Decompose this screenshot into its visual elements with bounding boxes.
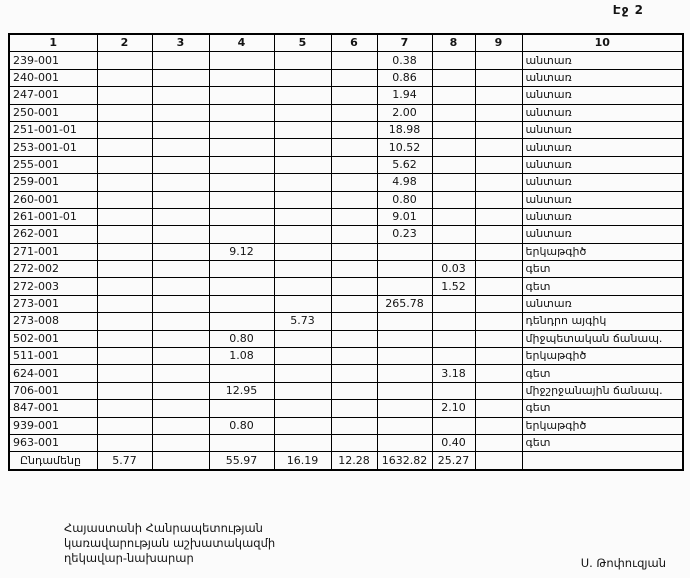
cell [432,348,475,365]
cell [432,87,475,104]
cell [331,208,377,225]
cell: 1.08 [209,348,274,365]
cell: 0.86 [377,69,432,86]
cell: 847-001 [9,400,97,417]
cell [331,434,377,451]
cell [475,348,522,365]
cell: 5.73 [274,313,331,330]
cell [475,208,522,225]
cell: 2.00 [377,104,432,121]
cell [475,156,522,173]
cell: 272-003 [9,278,97,295]
cell: 4.98 [377,174,432,191]
signature-name: Ս. Թոփուզյան [580,556,666,570]
cell [274,434,331,451]
cell [152,313,209,330]
cell [475,278,522,295]
cell [97,104,152,121]
cell [97,382,152,399]
cell [209,278,274,295]
column-header: 10 [522,34,683,52]
cell [274,261,331,278]
cell: 706-001 [9,382,97,399]
cell [274,400,331,417]
cell: 255-001 [9,156,97,173]
cell [97,434,152,451]
cell [152,348,209,365]
cell [152,365,209,382]
footer-block [64,521,275,566]
cell [475,382,522,399]
column-header: 8 [432,34,475,52]
cell [152,156,209,173]
cell: 3.18 [432,365,475,382]
cell [209,174,274,191]
table-row [9,348,683,365]
cell [432,330,475,347]
cell [97,295,152,312]
cell: 0.80 [209,330,274,347]
table-row [9,243,683,260]
cell: անտառ [522,295,683,312]
cell: երկաթգիծ [522,348,683,365]
cell [152,417,209,434]
cell: 260-001 [9,191,97,208]
cell: անտառ [522,52,683,69]
cell [97,139,152,156]
table-row [9,382,683,399]
cell [331,104,377,121]
table-row [9,121,683,138]
cell [432,243,475,260]
cell [152,382,209,399]
cell [475,52,522,69]
cell [331,348,377,365]
cell [274,365,331,382]
cell [331,400,377,417]
cell [377,313,432,330]
cell [152,261,209,278]
cell [209,365,274,382]
cell [377,348,432,365]
cell [475,226,522,243]
cell [475,330,522,347]
table-header [9,34,683,52]
cell [209,121,274,138]
cell: անտառ [522,191,683,208]
cell [331,243,377,260]
cell [432,104,475,121]
cell: 239-001 [9,52,97,69]
table-row [9,191,683,208]
total-cell [152,452,209,470]
cell [377,243,432,260]
cell [377,434,432,451]
cell: 10.52 [377,139,432,156]
cell [475,69,522,86]
cell [331,191,377,208]
cell [97,87,152,104]
cell [97,400,152,417]
cell: գետ [522,261,683,278]
cell: անտառ [522,226,683,243]
table-row [9,156,683,173]
cell [377,261,432,278]
cell [274,174,331,191]
total-cell [522,452,683,470]
table-row [9,226,683,243]
table-row [9,278,683,295]
cell [209,87,274,104]
cell [432,313,475,330]
cell [209,69,274,86]
cell [377,382,432,399]
column-header: 4 [209,34,274,52]
cell [152,121,209,138]
cell [377,365,432,382]
cell: 0.03 [432,261,475,278]
cell: 271-001 [9,243,97,260]
table-row [9,69,683,86]
cell [331,87,377,104]
cell: միջպետական ճանապ. [522,330,683,347]
cell: դենդրո այգիկ [522,313,683,330]
cell [209,156,274,173]
cell [152,69,209,86]
footer-line: Հայաստանի Հանրապետության [64,521,263,535]
cell [475,434,522,451]
cell [209,434,274,451]
cell [475,139,522,156]
cell [274,417,331,434]
cell [432,417,475,434]
cell [475,104,522,121]
cell: 259-001 [9,174,97,191]
cell: գետ [522,400,683,417]
table-row [9,313,683,330]
table-row [9,330,683,347]
cell: անտառ [522,87,683,104]
total-cell [475,452,522,470]
cell [209,226,274,243]
cell [432,174,475,191]
column-header: 2 [97,34,152,52]
cell: 0.80 [209,417,274,434]
cell [209,52,274,69]
cell [331,417,377,434]
page-number: Էջ 2 [612,3,644,17]
cell [377,400,432,417]
cell [274,104,331,121]
cell: 0.23 [377,226,432,243]
cell [331,52,377,69]
cell: 0.38 [377,52,432,69]
cell [209,295,274,312]
cell [331,295,377,312]
cell [475,417,522,434]
cell: 273-001 [9,295,97,312]
cell [475,295,522,312]
cell: 939-001 [9,417,97,434]
cell: անտառ [522,139,683,156]
cell [475,261,522,278]
cell [97,226,152,243]
cell: գետ [522,278,683,295]
cell [432,295,475,312]
cell [274,208,331,225]
table-row [9,417,683,434]
cell [274,191,331,208]
cell [274,121,331,138]
cell [97,330,152,347]
cell [331,261,377,278]
cell [274,382,331,399]
cell [274,69,331,86]
cell [274,87,331,104]
footer-line: ղեկավար-նախարար [64,551,194,565]
cell [97,52,152,69]
cell: 262-001 [9,226,97,243]
cell [331,330,377,347]
table-row [9,434,683,451]
cell: 511-001 [9,348,97,365]
cell: անտառ [522,156,683,173]
cell [377,417,432,434]
cell [331,382,377,399]
cell: անտառ [522,69,683,86]
cell [432,382,475,399]
cell: երկաթգիծ [522,417,683,434]
cell: 9.12 [209,243,274,260]
cell [97,313,152,330]
column-header: 1 [9,34,97,52]
column-header: 6 [331,34,377,52]
table-row [9,87,683,104]
cell [432,191,475,208]
cell [152,139,209,156]
cell [331,174,377,191]
cell: 250-001 [9,104,97,121]
cell [97,174,152,191]
table-row [9,400,683,417]
cell [331,365,377,382]
cell [152,400,209,417]
cell [331,69,377,86]
cell: 265.78 [377,295,432,312]
cell: 272-002 [9,261,97,278]
cell: միջշրջանային ճանապ. [522,382,683,399]
cell [209,400,274,417]
cell: 261-001-01 [9,208,97,225]
total-cell: 16.19 [274,452,331,470]
table-row [9,208,683,225]
cell [97,208,152,225]
cell [152,243,209,260]
table-row [9,52,683,69]
cell [432,69,475,86]
cell [152,330,209,347]
cell: 624-001 [9,365,97,382]
cell [97,243,152,260]
cell [475,87,522,104]
cell: 18.98 [377,121,432,138]
cell: անտառ [522,208,683,225]
cell [432,121,475,138]
cell [432,156,475,173]
cell [97,156,152,173]
cell: 963-001 [9,434,97,451]
cell [331,139,377,156]
cell [152,226,209,243]
total-cell: Ընդամենը [9,452,97,470]
cell [475,243,522,260]
cell [475,121,522,138]
cell [97,278,152,295]
table-row [9,174,683,191]
total-cell: 5.77 [97,452,152,470]
cell [152,208,209,225]
cell [97,417,152,434]
cell [274,278,331,295]
cell: 12.95 [209,382,274,399]
total-cell: 12.28 [331,452,377,470]
column-header: 7 [377,34,432,52]
cell [274,295,331,312]
cell [97,348,152,365]
cell: 0.80 [377,191,432,208]
cell [377,278,432,295]
total-cell: 55.97 [209,452,274,470]
land-parcels-table [8,33,684,471]
total-cell: 1632.82 [377,452,432,470]
cell [432,139,475,156]
cell [274,139,331,156]
cell: գետ [522,365,683,382]
total-cell: 25.27 [432,452,475,470]
cell [432,226,475,243]
cell [152,295,209,312]
cell [274,156,331,173]
cell [274,330,331,347]
cell [152,87,209,104]
cell [152,52,209,69]
cell: 1.52 [432,278,475,295]
cell [475,191,522,208]
table-row [9,365,683,382]
cell [209,313,274,330]
cell: 273-008 [9,313,97,330]
cell [152,434,209,451]
cell: 1.94 [377,87,432,104]
cell [152,191,209,208]
cell [331,121,377,138]
cell [432,208,475,225]
cell: 253-001-01 [9,139,97,156]
cell [97,191,152,208]
cell [432,52,475,69]
table-row [9,261,683,278]
cell [377,330,432,347]
cell [331,156,377,173]
cell: 247-001 [9,87,97,104]
cell [209,191,274,208]
cell [97,121,152,138]
column-header: 9 [475,34,522,52]
column-header: 3 [152,34,209,52]
cell [274,226,331,243]
cell [475,400,522,417]
table-row [9,139,683,156]
cell: 251-001-01 [9,121,97,138]
cell [152,174,209,191]
cell [331,226,377,243]
cell [97,365,152,382]
cell [209,139,274,156]
cell: 240-001 [9,69,97,86]
cell [152,278,209,295]
total-row [9,452,683,470]
cell [475,313,522,330]
cell: երկաթգիծ [522,243,683,260]
cell [97,69,152,86]
cell [274,52,331,69]
cell: 5.62 [377,156,432,173]
cell: անտառ [522,104,683,121]
cell: 9.01 [377,208,432,225]
cell: անտառ [522,121,683,138]
cell [274,243,331,260]
cell: անտառ [522,174,683,191]
cell [209,261,274,278]
table-row [9,104,683,121]
cell [97,261,152,278]
cell: 2.10 [432,400,475,417]
cell [274,348,331,365]
cell [331,313,377,330]
cell [209,104,274,121]
cell [475,174,522,191]
cell [331,278,377,295]
cell [209,208,274,225]
header-row [9,34,683,52]
table-body [9,52,683,470]
cell: գետ [522,434,683,451]
cell: 0.40 [432,434,475,451]
table-row [9,295,683,312]
cell: 502-001 [9,330,97,347]
cell [475,365,522,382]
column-header: 5 [274,34,331,52]
footer-line: կառավարության աշխատակազմի [64,536,276,550]
cell [152,104,209,121]
